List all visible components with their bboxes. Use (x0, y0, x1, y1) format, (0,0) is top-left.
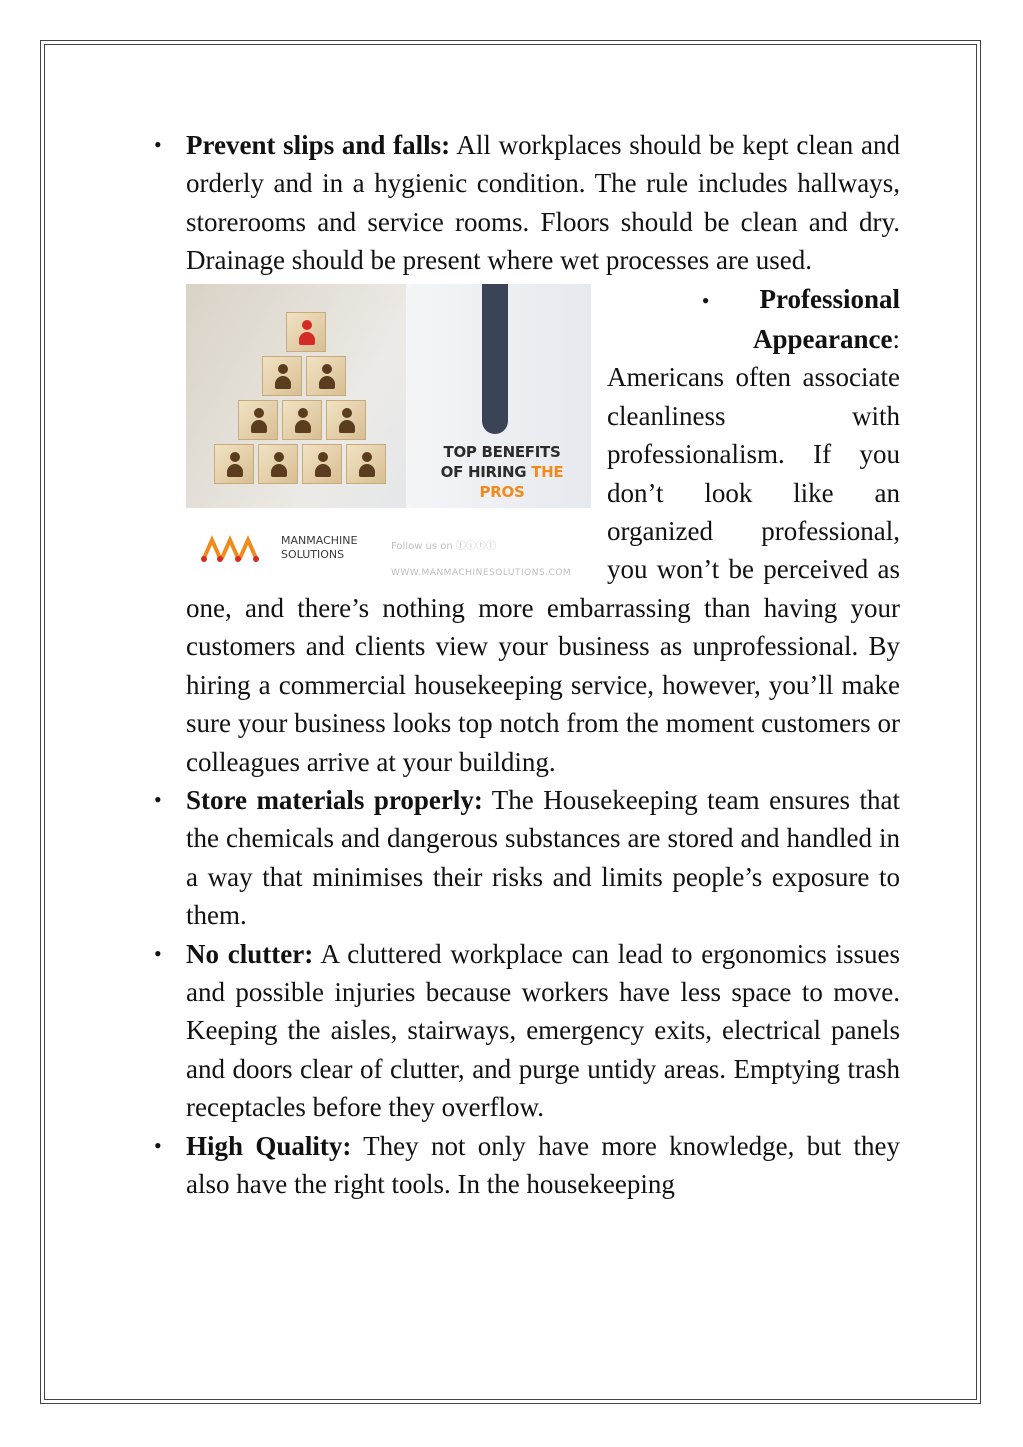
person-icon (251, 408, 267, 434)
benefits-image (186, 284, 591, 584)
cube (214, 444, 254, 484)
person-icon (339, 408, 355, 434)
item-title: Professional Appearance (753, 283, 900, 355)
cube (238, 400, 278, 440)
necktie (482, 284, 508, 434)
list-item-no-clutter (150, 935, 900, 1127)
item-heading-line: • Professional Appearance: (701, 283, 900, 355)
person-icon (227, 452, 243, 478)
document-body (150, 126, 900, 1203)
item-title: High Quality: (186, 1130, 352, 1161)
item-text: The Housekeeping team ensures that the chemicals and dangerous substances are stored and handled in a way that minimises their risks and limits people’s exposure to them. (186, 784, 900, 931)
item-text: They not only have more knowledge, but they also have the right tools. In the housekeeping (186, 1130, 900, 1199)
item-text: A cluttered workplace can lead to ergonomics issues and possible injuries because workers have less space to move. Keeping the aisles, stairways, emergency exits, electrical panels and doors clear of clutter, and purge untidy areas. Emptying trash receptacles before they overflow. (186, 938, 900, 1123)
bullet-icon: • (701, 287, 710, 313)
bullet-icon: • (154, 786, 162, 812)
person-icon (319, 364, 335, 390)
list-item-store-materials (150, 781, 900, 935)
item-text: All workplaces should be kept clean and orderly and in a hygienic condition. The rule includes hallways, storerooms and service rooms. Floors should be clean and dry. Drainage should be present where wet processes are used. (186, 130, 900, 276)
image-headline: TOP BENEFITS OF HIRING THE PROS (440, 442, 564, 501)
list-item-high-quality (150, 1127, 900, 1204)
person-icon (275, 364, 291, 390)
follow-us-text: Follow us on ⓕⓘⓣⓛ (391, 540, 496, 552)
cube-top (286, 312, 326, 352)
bullet-icon: • (154, 1132, 162, 1158)
bullet-icon: • (154, 940, 162, 966)
cube (306, 356, 346, 396)
item-title: No clutter: (186, 938, 314, 969)
cube (346, 444, 386, 484)
brand-name: MANMACHINE SOLUTIONS (281, 533, 358, 561)
person-icon (315, 452, 331, 478)
cube (282, 400, 322, 440)
cube (262, 356, 302, 396)
bullet-icon: • (154, 132, 162, 157)
list-item-prevent-slips (150, 126, 900, 280)
list-item-professional-appearance (150, 280, 900, 781)
leader-person-icon (299, 320, 315, 346)
cube (258, 444, 298, 484)
cube (326, 400, 366, 440)
item-text: Americans often associate cleanliness with professionalism. If you don’t look like an organized professional, you won’t be perceived as one, and there’s nothing more embarrassing than having your customers and clients view your business as unprofessional. By hiring a commercial housekeeping service, however, you’ll make sure your business looks top notch from the moment customers or colleagues arrive at your building. (186, 362, 900, 777)
item-title: Store materials properly: (186, 784, 483, 815)
person-icon (271, 452, 287, 478)
item-title: Prevent slips and falls: (186, 130, 451, 160)
person-icon (295, 408, 311, 434)
cube (302, 444, 342, 484)
person-icon (359, 452, 375, 478)
website-url: WWW.MANMACHINESOLUTIONS.COM (391, 567, 572, 578)
manmachine-logo-icon (200, 532, 260, 566)
